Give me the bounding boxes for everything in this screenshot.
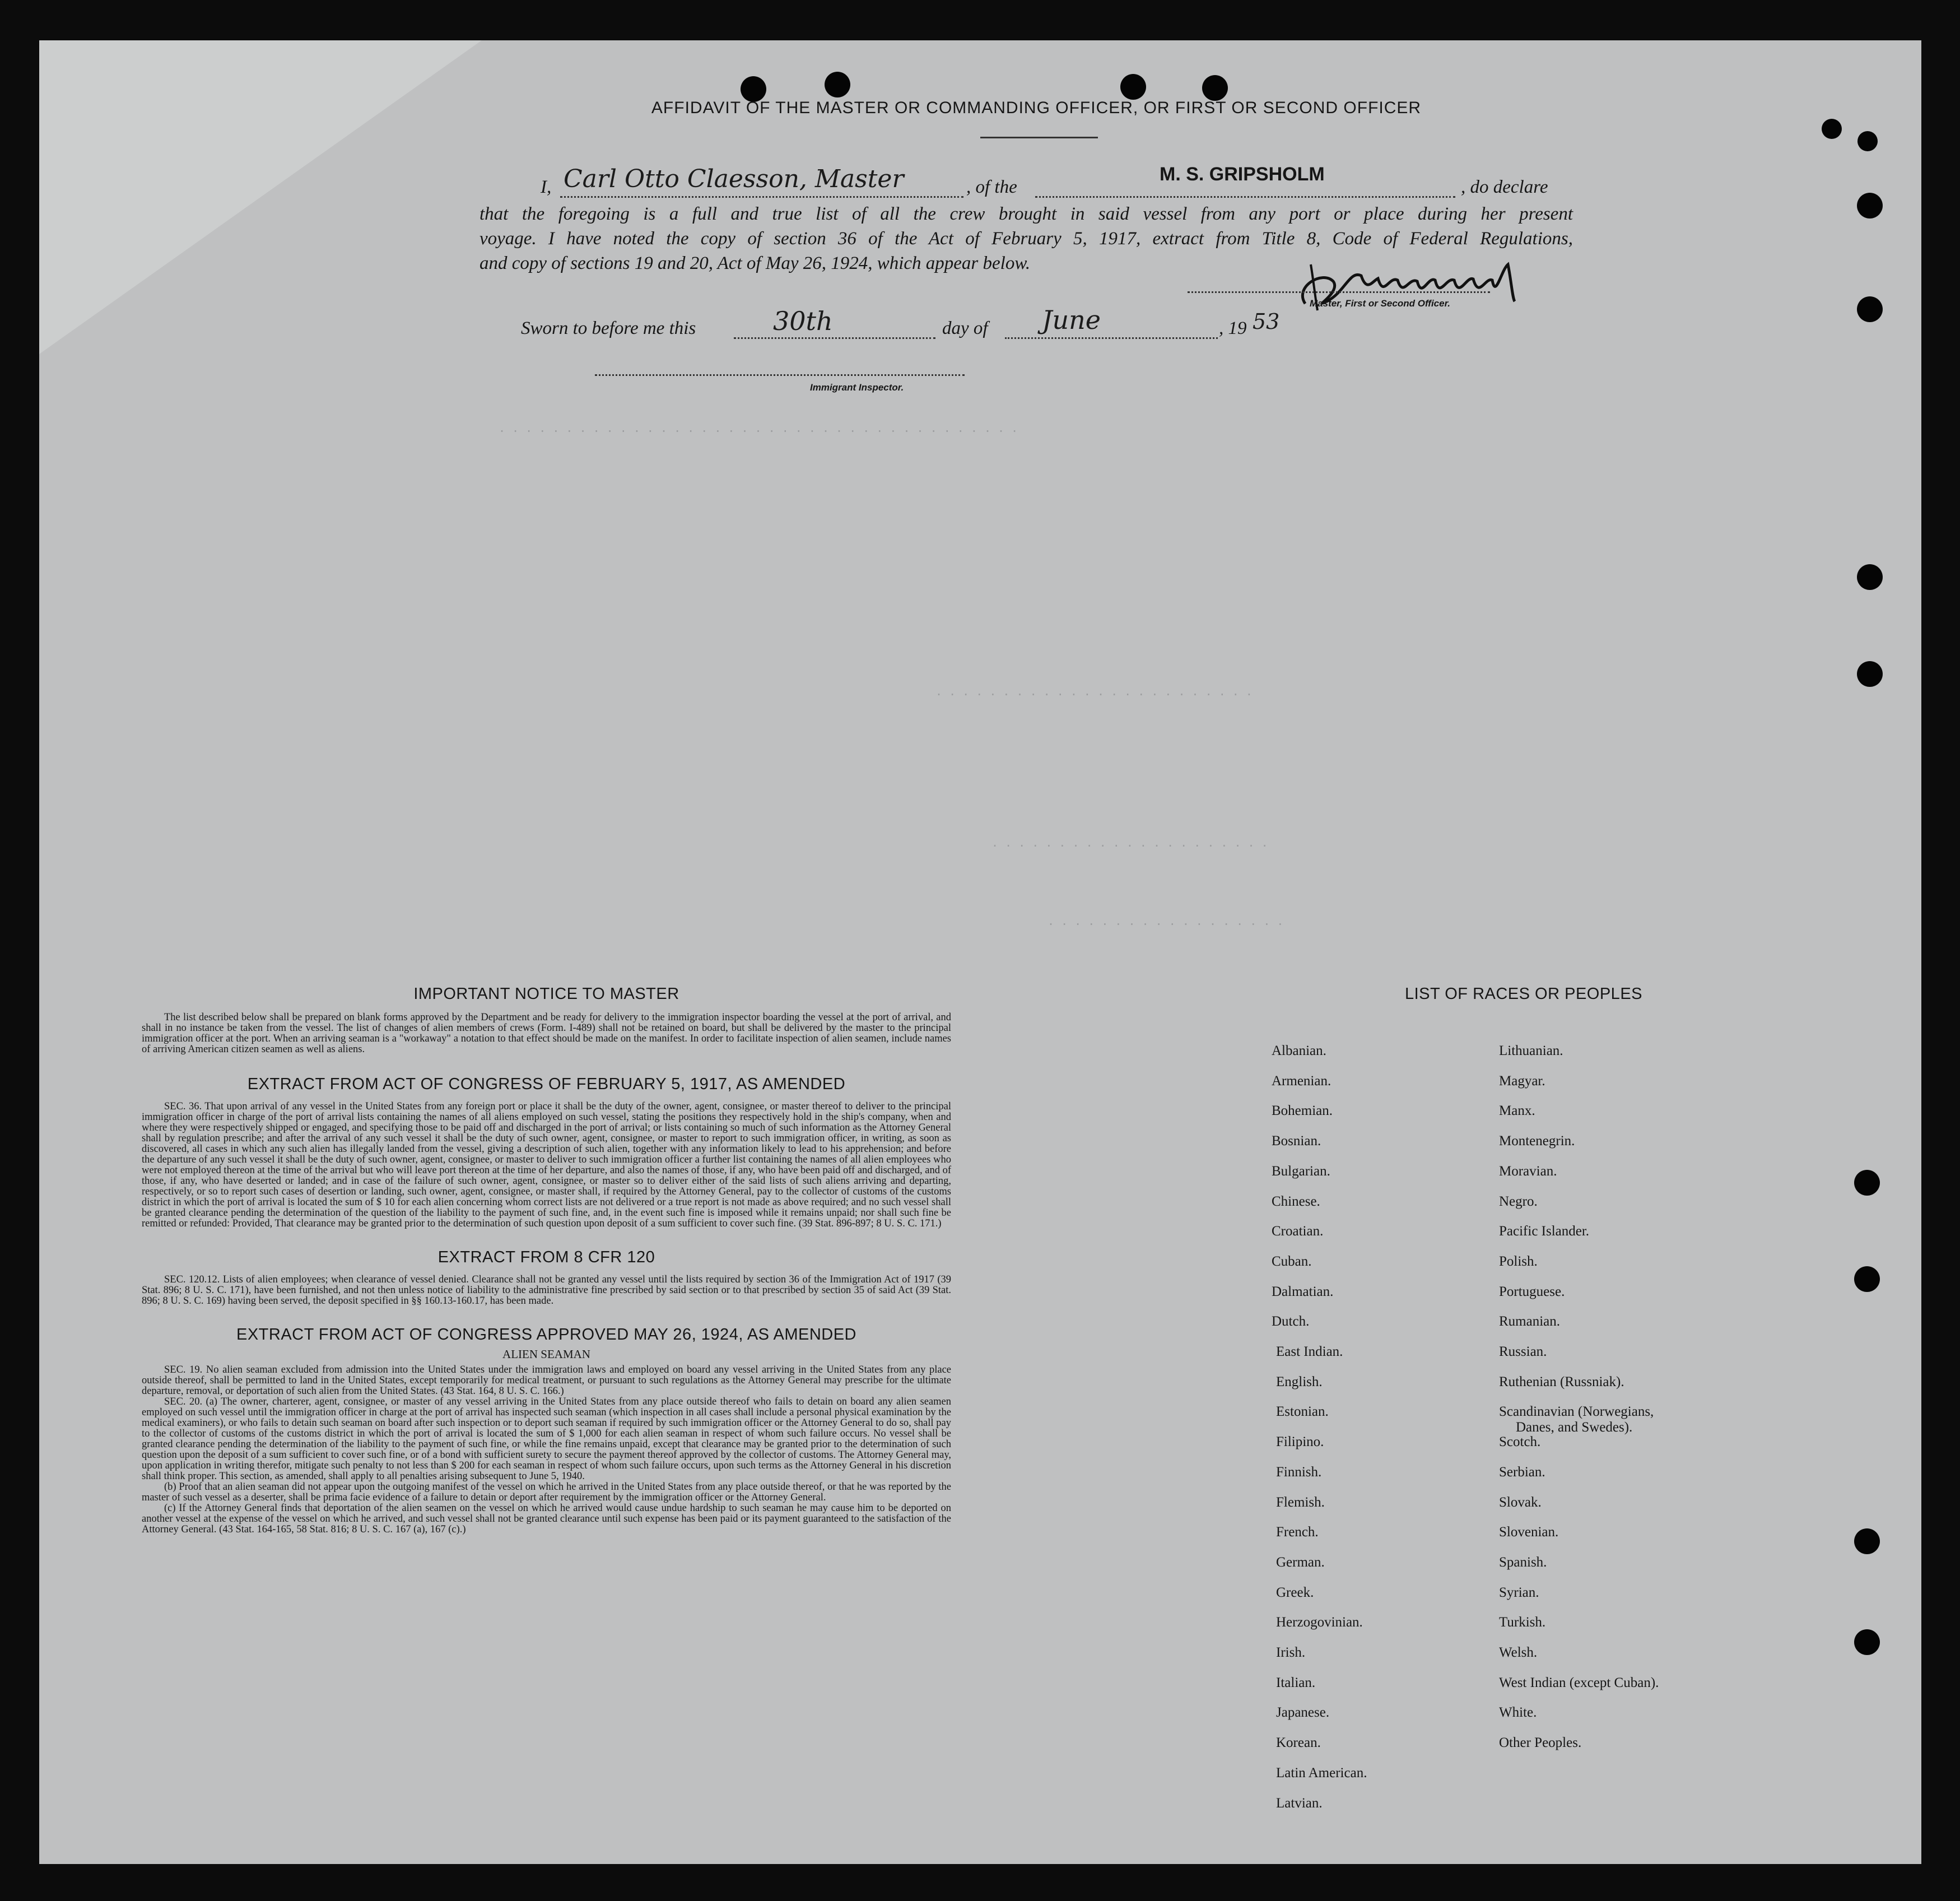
race-item: Chinese. — [1272, 1193, 1320, 1209]
race-item: Scandinavian (Norwegians, — [1499, 1404, 1654, 1420]
sec-20c-text: (c) If the Attorney General finds that deportation of the alien seamen on the vessel on which he arrived would cause undue hardship to such seaman he may cause him to be deported on another vessel at the expense of the vessel on which he arrived, and such vessel shall not be granted clearance until such expense has been paid or its payment guaranteed to the satisfaction of the Attorney General. (43 Stat. 164-165, 58 Stat. 816; 8 U. S. C. 167 (a), 167 (c).) — [142, 1503, 951, 1535]
race-item: Rumanian. — [1499, 1314, 1561, 1330]
race-item: Manx. — [1499, 1103, 1535, 1119]
alien-seaman-subheading: ALIEN SEAMAN — [502, 1347, 590, 1361]
race-item: Russian. — [1499, 1344, 1547, 1359]
race-item: Armenian. — [1272, 1073, 1332, 1089]
extract-1917-heading: EXTRACT FROM ACT OF CONGRESS OF FEBRUARY 5, 1917, AS AMENDED — [247, 1075, 846, 1093]
race-item: German. — [1276, 1554, 1325, 1570]
race-item: Danes, and Swedes). — [1516, 1420, 1633, 1435]
race-item: Portuguese. — [1499, 1284, 1565, 1299]
i-label: I, — [541, 177, 552, 197]
sec-20a-text: SEC. 20. (a) The owner, charterer, agent, consignee, or master of any vessel arriving in the United States from any place outside thereof who fails to detain on board any alien seamen employed on such vessel until the immigration officer in charge at the port of arrival has inspected such seaman (which inspection in all cases shall include a personal physical examination by the medical examiners), or who fails to detain such seaman on board after such inspection or to deport such seaman if required by such immigration officer or the Attorney General to do so, shall pay to the collector of customs of the customs district in which the port of arrival is located the sum of $ 1,000 for each alien seaman in respect of whom such failure occurs. No vessel shall be granted clearance pending the determination of the liability to the payment of such fine, or while the fine remains unpaid, except that clearance may be granted prior to the determination of such question upon the deposit of a sum sufficient to cover such fine, or of a bond with sufficient surety to secure the payment thereof approved by the collector of customs. The Attorney General may, upon application in writing therefor, mitigate such penalty to not less than $ 200 for each seaman in respect of whom such failure occurs, upon such terms as the Attorney General in his discretion shall think proper. This section, as amended, shall apply to all penalties arising subsequent to June 5, 1940. — [142, 1396, 951, 1482]
master-name: Carl Otto Claesson, Master — [564, 165, 904, 193]
punch-hole — [1857, 564, 1883, 590]
day-of-label: day of — [942, 318, 988, 338]
race-item: Dutch. — [1272, 1314, 1310, 1330]
race-item: Bulgarian. — [1272, 1163, 1330, 1179]
race-item: Bohemian. — [1272, 1103, 1333, 1119]
race-item: Estonian. — [1276, 1404, 1329, 1420]
races-heading: LIST OF RACES OR PEOPLES — [1404, 985, 1643, 1003]
race-item: Ruthenian (Russniak). — [1499, 1374, 1624, 1389]
race-item: Magyar. — [1499, 1073, 1545, 1089]
notice-text: The list described below shall be prepared on blank forms approved by the Department and be ready for delivery to the immigration inspector boarding the vessel at the port of arrival, and shall in no instance be taken from the vessel. The list of changes of alien members of crews (Form. I-489) shall not be retained on board, but shall be delivered by the master to the principal immigration officer at the port. When an arriving seaman is a "workaway" a notation to that effect should be made on the manifest. In order to facilitate inspection of alien seamen, include names of arriving American citizen seamen as well as aliens. — [142, 1012, 951, 1055]
race-item: East Indian. — [1276, 1344, 1343, 1359]
day-line — [734, 337, 935, 339]
race-item: Syrian. — [1499, 1584, 1539, 1600]
race-item: Other Peoples. — [1499, 1735, 1582, 1751]
sec-20b-text: (b) Proof that an alien seaman did not appear upon the outgoing manifest of the vessel on which he arrived in the United States from any place outside thereof, or that he was reported by the master of such vessel as a deserter, shall be prima facie evidence of a failure to detain or deport after requirement by the immigration officer or the Attorney General. — [142, 1481, 951, 1503]
punch-hole — [1854, 1266, 1880, 1292]
bleed-through-text: . . . . . . . . . . . . . . . . . . . . . . . . . . . . . . . . . . . . . . . — [499, 421, 1018, 435]
race-item: Croatian. — [1272, 1224, 1324, 1239]
extract-cfr-heading: EXTRACT FROM 8 CFR 120 — [437, 1248, 655, 1266]
race-item: Albanian. — [1272, 1043, 1326, 1058]
extract-cfr-text: SEC. 120.12. Lists of alien employees; when clearance of vessel denied. Clearance shall not be granted any vessel until the lists required by section 36 of the Immigration Act of 1917 (39 Stat. 896; 8 U. S. C. 171), have been furnished, and not then unless notice of liability to the administrative fine prescribed by said section or to that prescribed by section 35 of said Act (39 Stat. 896; 8 U. S. C. 169) having been served, the deposit specified in §§ 160.13-160.17, has been made. — [142, 1274, 951, 1307]
master-name-line — [560, 196, 963, 198]
affidavit-line: that the foregoing is a full and true list of all the crew brought in said vessel from any port or place during her present — [479, 204, 1573, 224]
signature-line — [1188, 291, 1490, 293]
punch-hole — [1822, 119, 1842, 139]
race-item: Greek. — [1276, 1584, 1314, 1600]
title-divider — [980, 137, 1098, 138]
race-item: Turkish. — [1499, 1615, 1546, 1630]
sec-19-text: SEC. 19. No alien seaman excluded from admission into the United States under the immigration laws and employed on board any vessel arriving in the United States from any place outside thereof, shall be permitted to land in the United States, except temporarily for medical treatment, or pursuant to such regulations as the Attorney General may prescribe for the ultimate departure, removal, or deportation of such alien from the United States. (43 Stat. 164, 8 U. S. C. 166.) — [142, 1364, 951, 1397]
punch-hole — [825, 72, 850, 97]
notice-heading: IMPORTANT NOTICE TO MASTER — [413, 985, 679, 1003]
ship-name: M. S. GRIPSHOLM — [1160, 164, 1325, 185]
race-item: West Indian (except Cuban). — [1499, 1675, 1659, 1690]
affidavit-line: and copy of sections 19 and 20, Act of May 26, 1924, which appear below. — [479, 253, 1031, 273]
do-declare-label: , do declare — [1461, 177, 1548, 197]
sworn-month: June — [1042, 305, 1101, 335]
punch-hole — [1857, 193, 1883, 219]
month-line — [1005, 337, 1218, 339]
race-item: Lithuanian. — [1499, 1043, 1563, 1058]
race-item: Bosnian. — [1272, 1133, 1321, 1149]
race-item: Scotch. — [1499, 1434, 1541, 1450]
race-item: Moravian. — [1499, 1163, 1557, 1179]
race-item: Finnish. — [1276, 1464, 1322, 1480]
punch-hole — [1857, 131, 1878, 151]
of-the-label: , of the — [966, 177, 1017, 197]
race-item: Latin American. — [1276, 1765, 1367, 1781]
race-item: Korean. — [1276, 1735, 1321, 1751]
extract-1917-text: SEC. 36. That upon arrival of any vessel in the United States from any foreign port or place it shall be the duty of the owner, agent, consignee, or master thereof to deliver to the principal immigration officer in charge of the port of arrival lists containing the names of all aliens employed on such vessel, stating the positions they respectively hold in the ship's company, when and where they were respectively shipped or engaged, and specifying those to be paid off and discharged in the port of arrival; or lists containing so much of such information as the Attorney General shall by regulation prescribe; and after the arrival of any such vessel it shall be the duty of such owner, agent, consignee, or master to report to such immigration officer, in writing, as soon as discovered, all cases in which any such alien has illegally landed from the vessel, giving a description of such alien, together with any information likely to lead to his apprehension; and before the departure of any such vessel it shall be the duty of such owner, agent, consignee, or master to deliver to such immigration officer a further list containing the names of all alien employees who were not employed thereon at the time of the arrival but who will leave port thereon at the time of her departure, and also the names of those, if any, who have been paid off and discharged, and of those, if any, who have deserted or landed; and in case of the failure of such owner, agent, consignee, or master so to deliver either of the said lists of such aliens arriving and departing, respectively, or so to report such cases of desertion or landing, such owner, agent, consignee, or master shall, if required by the Attorney General, pay to the collector of customs of the customs district in which the port of arrival is located the sum of $ 10 for each alien concerning whom correct lists are not delivered or a true report is not made as above required; and no such vessel shall be granted clearance pending the determination of the question of the liability to the payment of such fine, and, in the event such fine is imposed while it remains unpaid; nor shall such fine be remitted or refunded: Provided, That clearance may be granted prior to the determination of such question upon deposit of a sum sufficient to cover such fine. (39 Stat. 896-897; 8 U. S. C. 171.) — [142, 1101, 951, 1229]
race-item: Negro. — [1499, 1193, 1538, 1209]
race-item: Latvian. — [1276, 1795, 1323, 1811]
punch-hole — [1857, 296, 1883, 322]
punch-hole — [1120, 74, 1146, 100]
punch-hole — [1854, 1528, 1880, 1554]
document-page — [39, 40, 1921, 1864]
year-prefix: , 19 — [1219, 318, 1247, 338]
race-item: Pacific Islander. — [1499, 1224, 1590, 1239]
master-signature — [1288, 248, 1546, 320]
race-item: Slovenian. — [1499, 1524, 1559, 1540]
folded-corner — [39, 40, 482, 354]
race-item: Slovak. — [1499, 1494, 1542, 1510]
race-item: Serbian. — [1499, 1464, 1545, 1480]
race-item: Filipino. — [1276, 1434, 1324, 1450]
race-item: Polish. — [1499, 1253, 1538, 1269]
notice-column — [142, 985, 951, 1535]
race-item: Welsh. — [1499, 1645, 1538, 1660]
race-item: Montenegrin. — [1499, 1133, 1575, 1149]
race-item: Flemish. — [1276, 1494, 1325, 1510]
race-item: Japanese. — [1276, 1705, 1330, 1721]
affidavit-title: AFFIDAVIT OF THE MASTER OR COMMANDING OFFICER, OR FIRST OR SECOND OFFICER — [651, 99, 1422, 117]
race-item: French. — [1276, 1524, 1319, 1540]
bleed-through-text: . . . . . . . . . . . . . . . . . . . . . — [991, 836, 1268, 849]
punch-hole — [1202, 75, 1228, 101]
inspector-line — [595, 374, 965, 376]
bleed-through-text: . . . . . . . . . . . . . . . . . . . . . . . . — [935, 685, 1253, 698]
punch-hole — [1857, 661, 1883, 687]
race-item: Cuban. — [1272, 1253, 1312, 1269]
signature-caption: Master, First or Second Officer. — [1310, 298, 1450, 309]
sworn-year: 53 — [1253, 309, 1280, 334]
ship-name-line — [1035, 196, 1455, 198]
punch-hole — [1854, 1629, 1880, 1655]
extract-1924-heading: EXTRACT FROM ACT OF CONGRESS APPROVED MAY 26, 1924, AS AMENDED — [236, 1326, 856, 1344]
punch-hole — [1854, 1170, 1880, 1196]
race-item: White. — [1499, 1705, 1537, 1721]
race-item: Irish. — [1276, 1645, 1306, 1660]
bleed-through-text: . . . . . . . . . . . . . . . . . . — [1047, 914, 1284, 928]
inspector-caption: Immigrant Inspector. — [810, 382, 904, 393]
race-item: Italian. — [1276, 1675, 1316, 1690]
sworn-label: Sworn to before me this — [521, 318, 696, 338]
sworn-day: 30th — [773, 306, 833, 336]
race-item: Herzogovinian. — [1276, 1615, 1363, 1630]
race-item: Spanish. — [1499, 1554, 1547, 1570]
race-item: Dalmatian. — [1272, 1284, 1334, 1299]
affidavit-line: voyage. I have noted the copy of section 36 of the Act of February 5, 1917, extract from Title 8, Code of Federal Regulations, — [479, 229, 1573, 249]
race-item: English. — [1276, 1374, 1323, 1389]
